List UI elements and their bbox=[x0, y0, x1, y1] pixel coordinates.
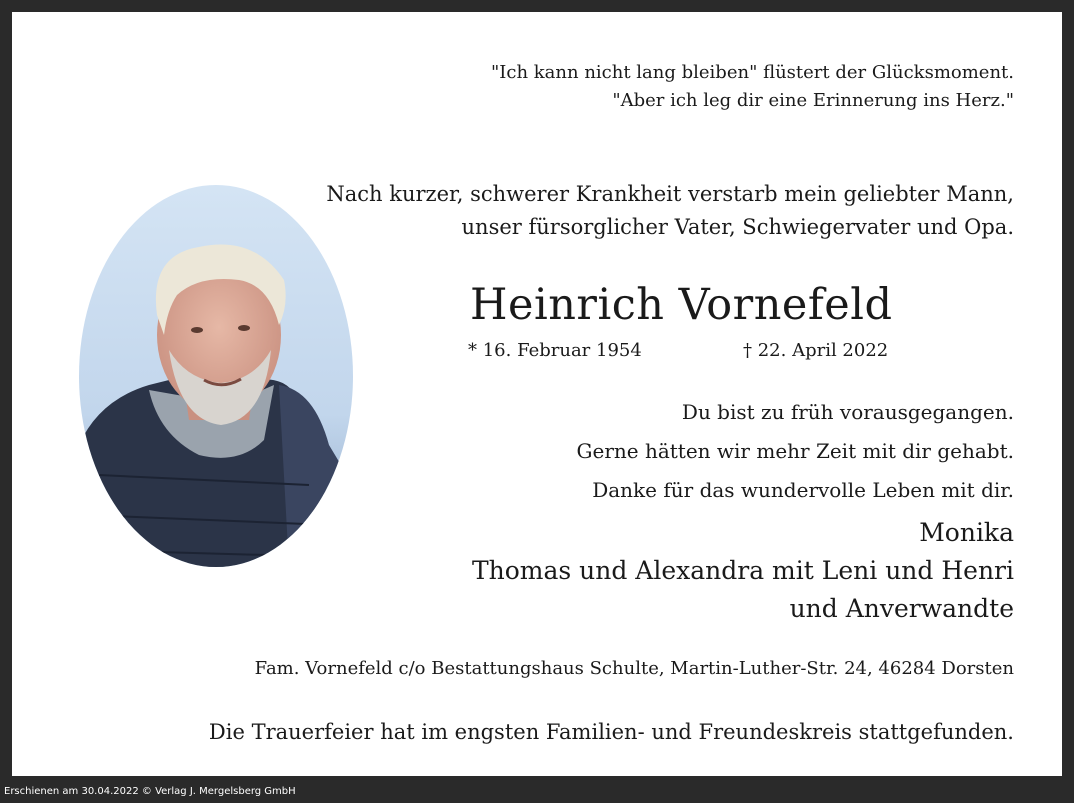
verse-line-1: Du bist zu früh vorausgegangen. bbox=[681, 400, 1014, 424]
verse-line-2: Gerne hätten wir mehr Zeit mit dir gehabt. bbox=[576, 439, 1014, 463]
quote-line-2: "Aber ich leg dir eine Erinnerung ins Herz." bbox=[612, 90, 1014, 111]
deceased-name: Heinrich Vornefeld bbox=[470, 280, 893, 330]
contact-address: Fam. Vornefeld c/o Bestattungshaus Schulte, Martin-Luther-Str. 24, 46284 Dorsten bbox=[254, 658, 1014, 679]
publication-footer: Erschienen am 30.04.2022 © Verlag J. Mergelsberg GmbH bbox=[4, 786, 296, 797]
family-line-3: und Anverwandte bbox=[789, 594, 1014, 623]
death-date: † 22. April 2022 bbox=[743, 340, 889, 361]
family-line-2: Thomas und Alexandra mit Leni und Henri bbox=[471, 556, 1014, 585]
family-line-1: Monika bbox=[919, 518, 1014, 547]
obituary-card bbox=[12, 12, 1062, 776]
quote-line-1: "Ich kann nicht lang bleiben" flüstert der Glücksmoment. bbox=[490, 62, 1014, 83]
birth-date: * 16. Februar 1954 bbox=[468, 340, 642, 361]
ceremony-note: Die Trauerfeier hat im engsten Familien- und Freundeskreis stattgefunden. bbox=[208, 720, 1014, 744]
verse-line-3: Danke für das wundervolle Leben mit dir. bbox=[592, 478, 1014, 502]
portrait-photo bbox=[79, 185, 353, 567]
intro-line-2: unser fürsorglicher Vater, Schwiegervater und Opa. bbox=[461, 215, 1014, 239]
intro-line-1: Nach kurzer, schwerer Krankheit verstarb mein geliebter Mann, bbox=[326, 182, 1014, 206]
